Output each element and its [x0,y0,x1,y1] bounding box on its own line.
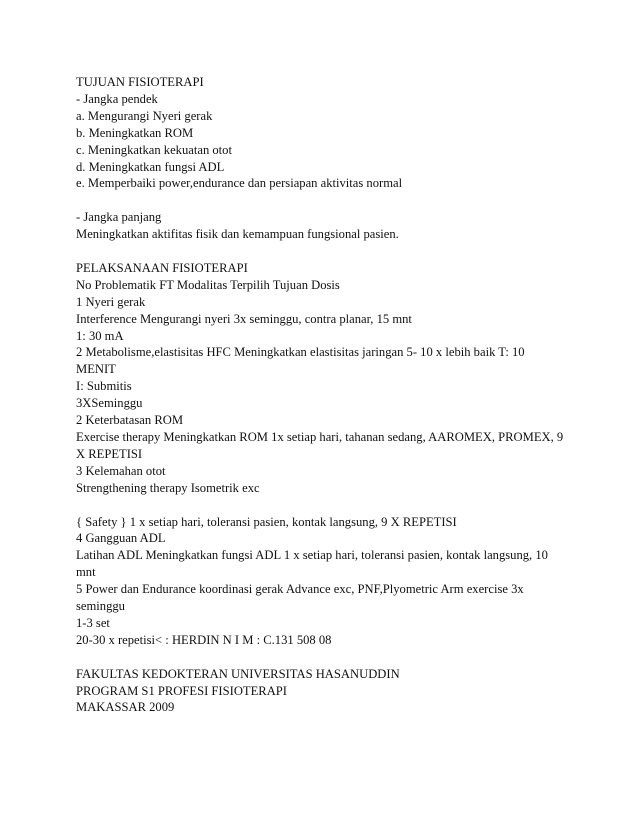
tujuan-item-a: a. Mengurangi Nyeri gerak [76,108,213,123]
tujuan-item-c: c. Meningkatkan kekuatan otot [76,142,232,157]
problem-2-frequency: 3XSeminggu [76,396,143,411]
problem-rom-title: 2 Keterbatasan ROM [76,413,184,428]
problem-4-detail-cont: mnt [76,565,96,580]
spacer [76,192,566,209]
problem-5-detail-cont: seminggu [76,599,125,614]
spacer [76,649,566,666]
problem-5-repetitions-author: 20-30 x repetisi< : HERDIN N I M : C.131 508 08 [76,632,332,647]
problem-4-detail: Latihan ADL Meningkatkan fungsi ADL 1 x setiap hari, toleransi pasien, kontak langsung, 10 [76,548,548,563]
pelaksanaan-heading: PELAKSANAAN FISIOTERAPI [76,260,248,275]
program-name: PROGRAM S1 PROFESI FISIOTERAPI [76,683,287,698]
problem-rom-detail-cont: X REPETISI [76,446,143,461]
tujuan-section [76,74,566,192]
problem-2-detail-cont: MENIT [76,362,116,377]
jangka-panjang-section [76,209,566,243]
spacer [76,243,566,260]
tujuan-item-d: d. Meningkatkan fungsi ADL [76,159,225,174]
problem-rom-detail: Exercise therapy Meningkatkan ROM 1x setiap hari, tahanan sedang, AAROMEX, PROMEX, 9 [76,430,564,444]
table-header-line: No Problematik FT Modalitas Terpilih Tujuan Dosis [76,277,340,292]
pelaksanaan-section [76,260,566,497]
jangka-pendek-label: - Jangka pendek [76,91,158,106]
city-year: MAKASSAR 2009 [76,700,175,715]
pelaksanaan-section-2 [76,514,566,649]
problem-2-intensity: I: Submitis [76,379,132,394]
problem-1-title: 1 Nyeri gerak [76,294,146,309]
problem-4-title: 4 Gangguan ADL [76,531,166,546]
problem-5-sets: 1-3 set [76,615,110,630]
faculty-name: FAKULTAS KEDOKTERAN UNIVERSITAS HASANUDDIN [76,666,400,681]
problem-2-detail: 2 Metabolisme,elastisitas HFC Meningkatkan elastisitas jaringan 5- 10 x lebih baik T: 10 [76,345,525,360]
jangka-panjang-label: - Jangka panjang [76,210,162,225]
problem-1-detail: Interference Mengurangi nyeri 3x seminggu, contra planar, 15 mnt [76,311,412,326]
tujuan-item-b: b. Meningkatkan ROM [76,125,194,140]
jangka-panjang-text: Meningkatkan aktifitas fisik dan kemampuan fungsional pasien. [76,227,399,242]
problem-3-detail: Strengthening therapy Isometrik exc [76,480,260,495]
document-page [76,74,566,716]
tujuan-item-e: e. Memperbaiki power,endurance dan persiapan aktivitas normal [76,176,403,191]
problem-3-title: 3 Kelemahan otot [76,463,166,478]
problem-1-dose: 1: 30 mA [76,328,124,343]
problem-5-detail: 5 Power dan Endurance koordinasi gerak Advance exc, PNF,Plyometric Arm exercise 3x [76,582,524,597]
spacer [76,497,566,514]
footer-section [76,666,566,717]
safety-line: { Safety } 1 x setiap hari, toleransi pasien, kontak langsung, 9 X REPETISI [76,514,457,529]
tujuan-heading: TUJUAN FISIOTERAPI [76,75,204,89]
